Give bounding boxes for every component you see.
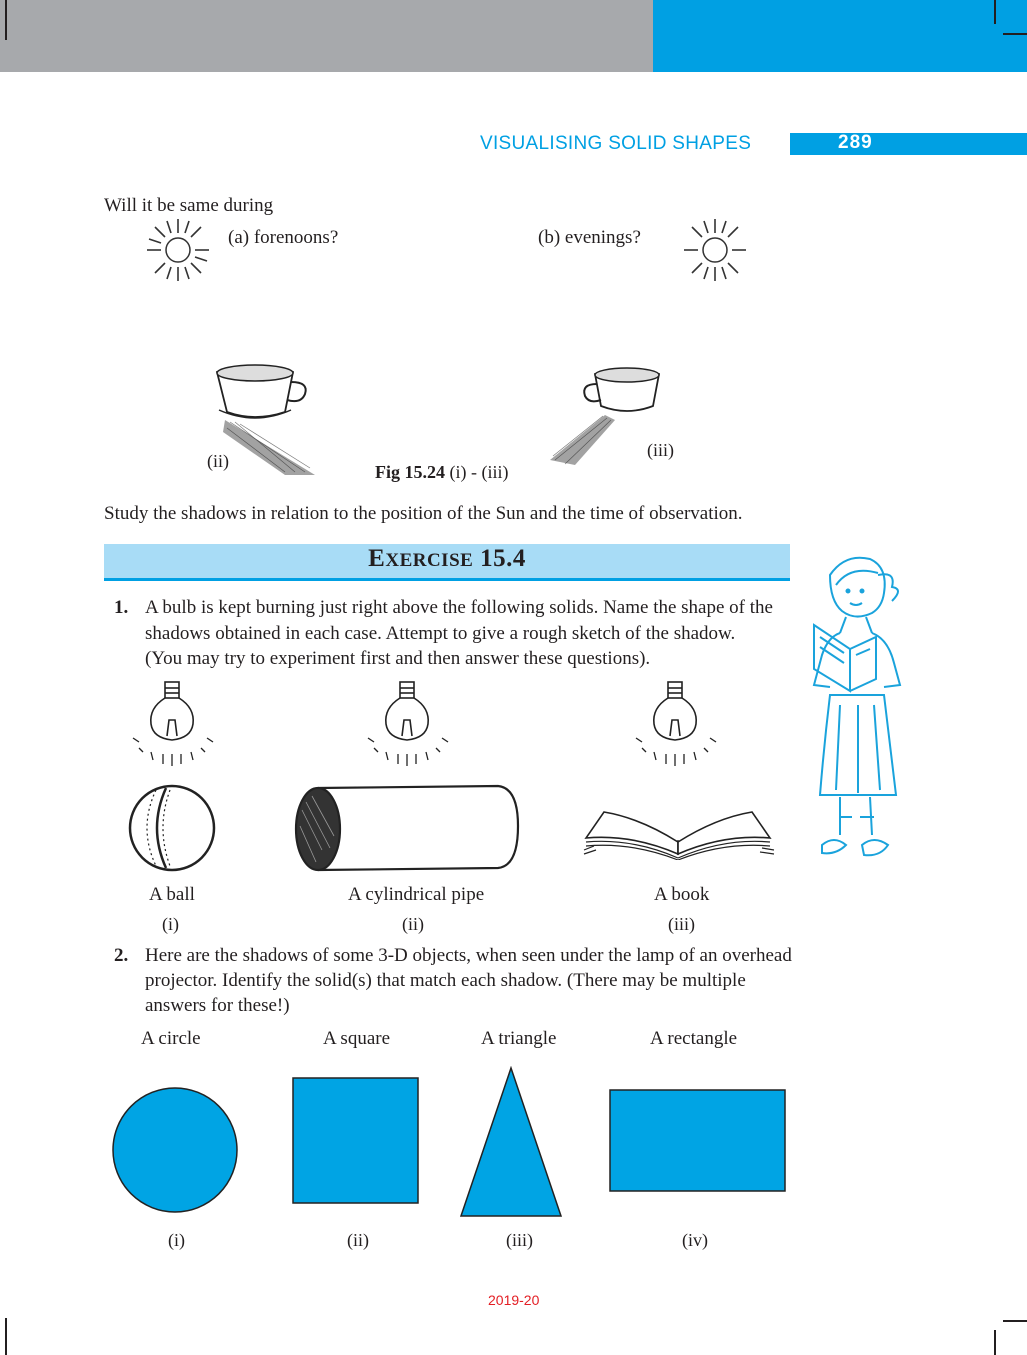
crop-mark	[1003, 33, 1027, 35]
figure-label-ii: (ii)	[207, 451, 229, 471]
shape-roman-iii: (iii)	[506, 1230, 533, 1250]
exercise-title-number: 15.4	[480, 545, 526, 572]
object-label-book: A book	[654, 884, 710, 905]
option-forenoons: (a) forenoons?	[228, 227, 339, 248]
object-roman-ii: (ii)	[402, 914, 424, 934]
shape-roman-ii: (ii)	[347, 1230, 369, 1250]
sun-icon	[680, 215, 750, 285]
shape-roman-iv: (iv)	[682, 1230, 708, 1250]
bulb-icon	[360, 680, 455, 770]
bulb-icon	[125, 680, 220, 770]
triangle-shadow-shape	[459, 1066, 563, 1218]
crop-mark	[994, 1330, 996, 1355]
square-shadow-shape	[292, 1077, 420, 1205]
shape-label-triangle: A triangle	[481, 1028, 557, 1049]
ball-illustration	[126, 782, 218, 874]
object-label-ball: A ball	[149, 884, 195, 905]
crop-mark	[1003, 1320, 1027, 1322]
question-2-number: 2.	[114, 945, 129, 966]
crop-mark	[994, 0, 996, 24]
figure-label-iii: (iii)	[647, 440, 674, 460]
exercise-title	[104, 545, 790, 573]
footer-year: 2019-20	[488, 1292, 540, 1308]
shape-label-square: A square	[323, 1028, 391, 1049]
crop-mark	[5, 1318, 7, 1355]
header-gray-bar	[0, 0, 653, 72]
option-evenings: (b) evenings?	[538, 227, 641, 248]
question-2-line: projector. Identify the solid(s) that match each shadow. (There may be multiple	[145, 970, 746, 991]
object-roman-iii: (iii)	[668, 914, 695, 934]
girl-reading-illustration	[800, 545, 910, 875]
question-1-line: A bulb is kept burning just right above the following solids. Name the shape of the	[145, 597, 773, 618]
sun-icon	[143, 215, 213, 285]
crop-mark	[5, 0, 7, 40]
running-header-title: VISUALISING SOLID SHAPES	[480, 133, 752, 154]
shape-label-rectangle: A rectangle	[650, 1028, 738, 1049]
figure-caption	[375, 460, 508, 485]
shape-roman-i: (i)	[168, 1230, 185, 1250]
figure-caption-range: (i) - (iii)	[445, 462, 509, 482]
exercise-title-prefix: E	[368, 545, 386, 572]
open-book-illustration	[580, 788, 776, 860]
cylindrical-pipe-illustration	[292, 780, 524, 876]
shape-label-circle: A circle	[141, 1028, 201, 1049]
study-instruction: Study the shadows in relation to the position of the Sun and the time of observation.	[104, 503, 743, 524]
intro-question: Will it be same during	[104, 195, 274, 216]
bulb-icon	[628, 680, 723, 770]
question-2-line: Here are the shadows of some 3-D objects, when seen under the lamp of an overhead	[145, 945, 792, 966]
question-2-line: answers for these!)	[145, 995, 290, 1016]
question-1-line: shadows obtained in each case. Attempt to give a rough sketch of the shadow.	[145, 623, 736, 644]
exercise-title-word: XERCISE	[385, 550, 474, 571]
question-1-number: 1.	[114, 597, 129, 618]
page-number: 289	[838, 132, 873, 153]
page-number-box	[790, 133, 1027, 155]
figure-caption-number: Fig 15.24	[375, 462, 445, 482]
rectangle-shadow-shape	[609, 1089, 787, 1193]
object-label-pipe: A cylindrical pipe	[348, 884, 485, 905]
circle-shadow-shape	[110, 1085, 240, 1215]
question-1-line: (You may try to experiment first and then answer these questions).	[145, 648, 651, 669]
header-blue-bar	[653, 0, 1027, 72]
object-roman-i: (i)	[162, 914, 179, 934]
